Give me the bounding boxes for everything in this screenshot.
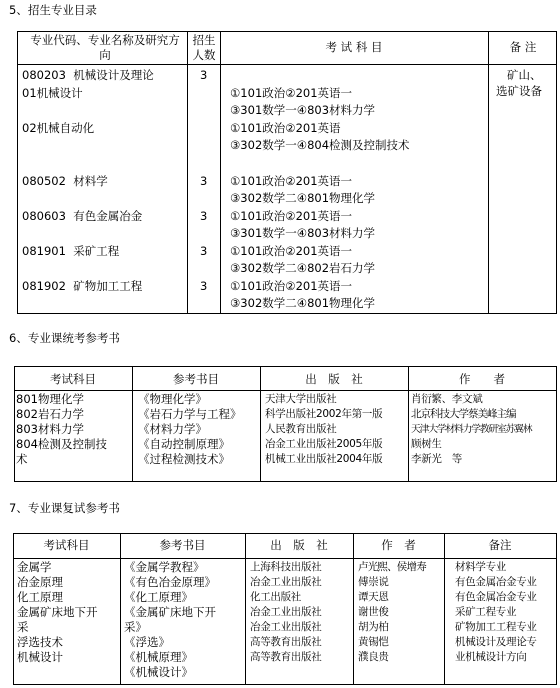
table-row-enroll: 3 xyxy=(200,68,208,82)
table-row-code: 081901 采矿工程 xyxy=(22,244,120,258)
header-remark: 备 注 xyxy=(509,40,537,54)
table-row-subject: 803材料力学 xyxy=(16,422,84,436)
table-row-publisher: 高等教育出版社 xyxy=(250,636,322,648)
header-author: 作 者 xyxy=(459,372,505,386)
table-row-author: 谢世俊 xyxy=(358,606,389,618)
table-row-publisher: 冶金工业出版社 xyxy=(250,606,322,618)
table-row-subject: 804检测及控制技 xyxy=(16,437,107,451)
table-row-remark: 采矿工程专业 xyxy=(455,606,517,618)
table-row-subject: 术 xyxy=(16,452,28,466)
table-row-code: 02机械自动化 xyxy=(22,121,95,135)
table-row-book: 《过程检测技术》 xyxy=(138,452,230,466)
header-enroll: 招生人数 xyxy=(192,33,216,62)
table-row-subject: ①101政治②201英语一 xyxy=(230,279,353,293)
table-row-book: 《化工原理》 xyxy=(124,590,193,604)
table-row-book: 《自动控制原理》 xyxy=(138,437,230,451)
table-row-author: 肖衍繁、李文斌 xyxy=(411,393,483,405)
table-row-book: 《岩石力学与工程》 xyxy=(138,407,242,421)
table-row-author: 濮良贵 xyxy=(358,651,389,663)
table-row-code: 080203 机械设计及理论 xyxy=(22,68,154,82)
table-row-subject: 金属矿床地下开 xyxy=(17,605,98,619)
table-row-author: 胡为柏 xyxy=(358,621,389,633)
table-row-subject: ①101政治②201英语一 xyxy=(230,174,353,188)
table-row-enroll: 3 xyxy=(200,209,208,223)
table-row-author: 李新光 等 xyxy=(411,453,462,465)
header-code-name: 专业代码、专业名称及研究方向 xyxy=(30,33,180,62)
table-row-subject: 801物理化学 xyxy=(16,392,84,406)
table-row-subject: ③301数学一④803材料力学 xyxy=(230,103,376,117)
table-row-book: 《材料力学》 xyxy=(138,422,207,436)
table-row-publisher: 人民教育出版社 xyxy=(265,423,337,435)
section6-title: 6、专业课统考参考书 xyxy=(9,331,120,345)
table-row-subject: ③302数学一④804检测及控制技术 xyxy=(230,138,410,152)
table-row-author: 谭天恩 xyxy=(358,591,389,603)
table-row-book: 《机械设计》 xyxy=(124,665,193,679)
table-row-subject: 采 xyxy=(17,620,29,634)
table-row-publisher: 化工出版社 xyxy=(250,591,301,603)
table-row-subject: ①101政治②201英语一 xyxy=(230,209,353,223)
table-row-enroll: 3 xyxy=(200,244,208,258)
table-row-subject: 化工原理 xyxy=(17,590,63,604)
table-row-subject: 冶金原理 xyxy=(17,575,63,589)
header-publisher: 出 版 社 xyxy=(305,372,363,386)
table-row-book: 《物理化学》 xyxy=(138,392,207,406)
table-row-subject: 802岩石力学 xyxy=(16,407,84,421)
table-row-book: 《有色冶金原理》 xyxy=(124,575,216,589)
table-row-author: 顾树生 xyxy=(411,438,442,450)
table-row-remark: 有色金属冶金专业 xyxy=(455,576,537,588)
table-row-publisher: 高等教育出版社 xyxy=(250,651,322,663)
table-row-subject: ③302数学二④802岩石力学 xyxy=(230,261,376,275)
header-subjects: 考 试 科 目 xyxy=(325,40,383,54)
section5-title: 5、招生专业目录 xyxy=(9,3,97,17)
table-row-book: 《浮选》 xyxy=(124,635,170,649)
table-row-subject: 金属学 xyxy=(17,560,52,574)
table-row-book: 《金属学教程》 xyxy=(124,560,205,574)
header-subject: 考试科目 xyxy=(43,538,90,552)
table-row-enroll: 3 xyxy=(200,279,208,293)
table-row-publisher: 天津大学出版社 xyxy=(265,393,337,405)
table-row-subject: ③301数学一④803材料力学 xyxy=(230,226,376,240)
table-row-book: 《金属矿床地下开 xyxy=(124,605,216,619)
header-subject: 考试科目 xyxy=(50,372,96,386)
table-row-author: 北京科技大学蔡美峰主编 xyxy=(411,408,516,420)
table-row-subject: 机械设计 xyxy=(17,650,63,664)
table-row-subject: ①101政治②201英语一 xyxy=(230,86,353,100)
table-row-code: 080603 有色金属冶金 xyxy=(22,209,143,223)
table-row-subject: ①101政治②201英语一 xyxy=(230,244,353,258)
table-row-code: 01机械设计 xyxy=(22,86,83,100)
table-row-subject: 浮选技术 xyxy=(17,635,63,649)
table-row-remark: 机械设计及理论专 xyxy=(455,636,537,648)
table-row-author: 傅崇说 xyxy=(358,576,389,588)
table-row-remark: 有色金属冶金专业 xyxy=(455,591,537,603)
table-row-author: 天津大学材料力学教研室苏翼林 xyxy=(411,424,532,435)
table-row-publisher: 科学出版社2002年第一版 xyxy=(265,408,383,420)
table-row-publisher: 机械工业出版社2004年版 xyxy=(265,453,383,465)
table-row-publisher: 冶金工业出版社 xyxy=(250,576,322,588)
table-row-book: 采》 xyxy=(124,620,147,634)
table-row-publisher: 上海科技出版社 xyxy=(250,561,322,573)
table-row-subject: ③302数学二④801物理化学 xyxy=(230,191,376,205)
table-row-subject: ①101政治②201英语 xyxy=(230,121,341,135)
header-remark: 备注 xyxy=(488,538,512,552)
table-row-publisher: 冶金工业出版社2005年版 xyxy=(265,438,383,450)
header-book: 参考书目 xyxy=(159,538,206,552)
table-row-remark: 材料学专业 xyxy=(455,561,506,573)
header-author: 作 者 xyxy=(381,538,416,552)
header-publisher: 出 版 社 xyxy=(270,538,328,552)
table-row-remark: 业机械设计方向 xyxy=(455,651,527,663)
table-row-publisher: 冶金工业出版社 xyxy=(250,621,322,633)
table-row-author: 卢光熙、侯增寿 xyxy=(358,561,426,573)
table-row-author: 黄锡恺 xyxy=(358,636,389,648)
table-row-enroll: 3 xyxy=(200,174,208,188)
table-row-book: 《机械原理》 xyxy=(124,650,193,664)
table-row-code: 081902 矿物加工工程 xyxy=(22,279,143,293)
table-row-subject: ③302数学二④801物理化学 xyxy=(230,296,376,310)
header-book: 参考书目 xyxy=(173,372,219,386)
table-row-remark: 矿山、 xyxy=(507,68,542,82)
section7-title: 7、专业课复试参考书 xyxy=(9,501,120,515)
table-row-code: 080502 材料学 xyxy=(22,174,108,188)
table-row-remark: 选矿设备 xyxy=(496,84,542,98)
table-row-remark: 矿物加工工程专业 xyxy=(455,621,537,633)
